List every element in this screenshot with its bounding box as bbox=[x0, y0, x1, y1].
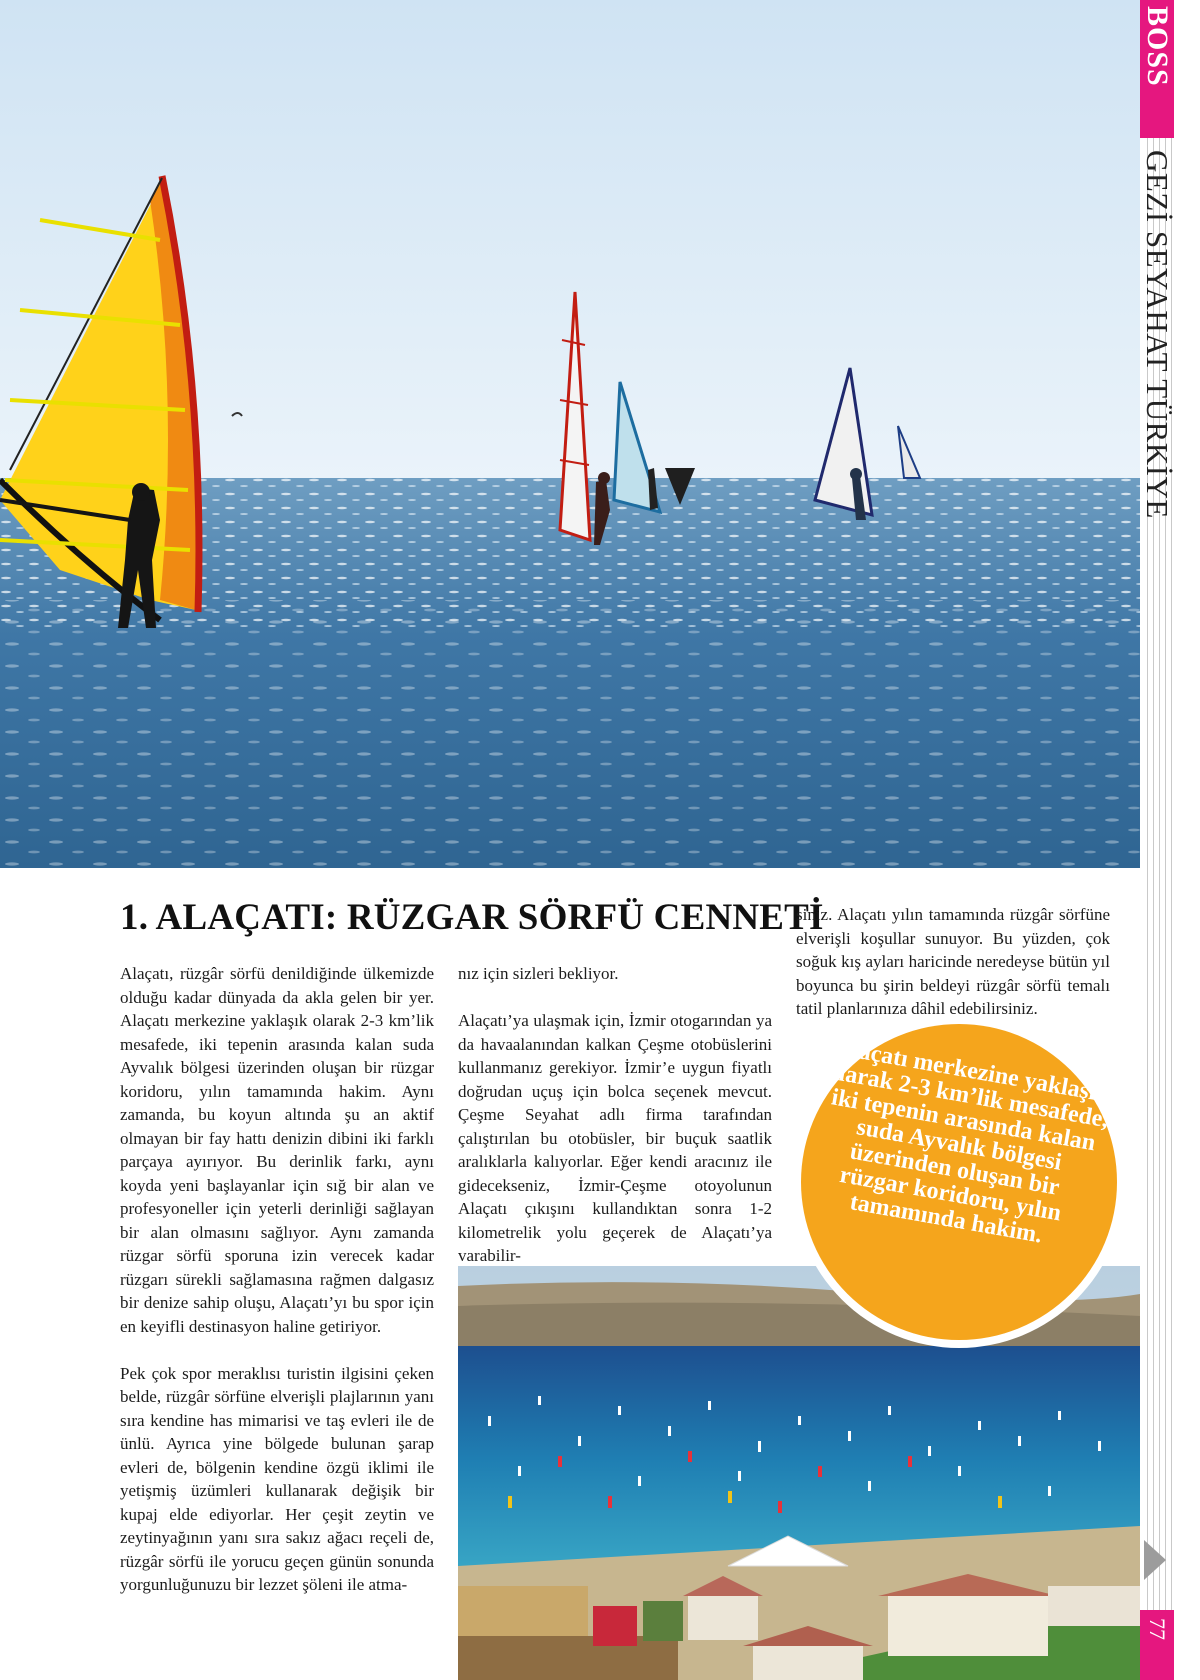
brand-logo: BOSS bbox=[1141, 6, 1174, 87]
page-number: 77 bbox=[1145, 1618, 1170, 1640]
paragraph: Pek çok spor meraklısı turistin ilgisini çeken belde, rüzgâr sörfüne elverişli plajlarının yanı sıra kendine has mimarisi ve taş evleri ile de ünlü. Ayrıca yine bölgede bulunan şarap evleri de, bölgenin kendine özgü iklimi ile yetişmiş üzümleri kullanarak değişik bir kupaj elde ediyorlar. Her çeşit zeytin ve zeytinyağının yanı sıra sakız ağacı reçeli de, rüzgâr sörfü ile yorucu geçen günün sonunda yorgunluğunuzu bir lezzet şöleni ile atma- bbox=[120, 1363, 434, 1594]
section-title: GEZİ SEYAHAT TÜRKİYE bbox=[1140, 150, 1175, 519]
paragraph: Alaçatı’ya ulaşmak için, İzmir otogarından ya da havaalanından kalkan Çeşme otobüslerini kullanmanız gerekiyor. İzmir’e uygun fiyatlı doğrudan uçuş için bolca seçenek mevcut. Çeşme Seyahat adlı firma tarafından çalıştırılan bu otobüsler, bir buçuk saatlik aralıklarla kalıyorlar. Eğer kendi aracınız ile gidecekseniz, İzmir-Çeşme otoyolunun Alaçatı çıkışını kullandıktan sonra 1-2 kilometrelik yolu geçerek de Alaçatı’ya varabilir- bbox=[458, 1011, 772, 1265]
paragraph: siniz. Alaçatı yılın tamamında rüzgâr sörfüne elverişli koşullar sunuyor. Bu yüzden, çok soğuk kış ayları haricinde neredeyse bütün yıl boyunca bu şirin beldeyi rüzgâr sörfü temalı tatil planlarınıza dâhil edebilirsiniz. bbox=[796, 905, 1110, 1018]
hero-photo-windsurfers bbox=[0, 0, 1140, 868]
article-title: 1. ALAÇATI: RÜZGAR SÖRFÜ CENNETİ bbox=[120, 897, 824, 938]
paragraph: nız için sizleri bekliyor. bbox=[458, 964, 619, 983]
next-arrow-icon bbox=[1144, 1540, 1166, 1580]
pull-quote-text: Alaçatı merkezine yaklaşık olarak 2-3 km’lik mesafede, iki tepenin arasında kalan suda Ayvalık bölgesi üzerinden oluşan bir rüzgar koridoru, yılın tamamında hakim. bbox=[825, 1034, 1111, 1249]
paragraph: Alaçatı, rüzgâr sörfü denildiğinde ülkemizde olduğu kadar dünyada da akla gelen bir yer. Alaçatı merkezine yaklaşık olarak 2-3 km’lik mesafede, iki tepenin arasında kalan suda Ayvalık bölgesi üzerinden oluşan bir rüzgar koridoru, yılın tamamında hakim. Aynı zamanda, bu koyun altında şu an aktif olmayan bir fay hattı denizin dibini iki farklı parçaya ayırıyor. Bu derinlik farkı, aynı koyda yeni başlayanlar için sığ bir alan ve profesyoneller için yeterli derinliği sağlayan bir alan olmasını sağlıyor. Aynı zamanda rüzgar sörfü sporuna izin verecek kadar rüzgarı sürekli sağlamasına rağmen dalgasız bir denize sahip oluşu, Alaçatı’yı bu spor için en keyifli destinasyon haline getiriyor. bbox=[120, 964, 434, 1336]
column-2 bbox=[458, 962, 772, 1291]
column-1 bbox=[120, 962, 434, 1620]
